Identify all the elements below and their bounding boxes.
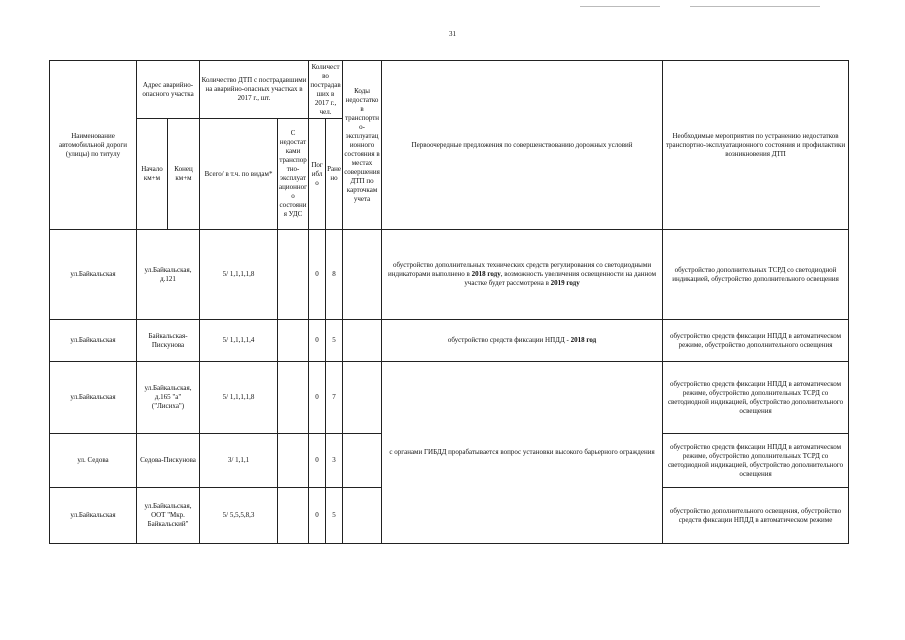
injured-cell: 5	[326, 488, 343, 544]
injured-cell: 3	[326, 434, 343, 488]
table-row	[50, 230, 849, 320]
killed-cell: 0	[309, 362, 326, 434]
address-cell: Седова-Пискунова	[137, 434, 200, 488]
col-with-defects: С недостатками транспортно-эксплуатационного состояния УДС	[278, 119, 309, 230]
col-address: Адрес аварийно-опасного участка	[137, 61, 200, 119]
total-cell: 5/ 1,1,1,1,4	[200, 320, 278, 362]
col-road-name: Наименование автомобильной дороги (улицы) по титулу	[50, 61, 137, 230]
proposal-text: обустройство дополнительных технических средств регулирования со светодиодными индикаторами выполнено в	[388, 261, 652, 278]
col-killed: Погибло	[309, 119, 326, 230]
header-row-1	[50, 61, 849, 119]
col-start: Начало км+м	[137, 119, 168, 230]
table-row	[50, 362, 849, 434]
injured-cell: 7	[326, 362, 343, 434]
table-row	[50, 320, 849, 362]
merged-proposal-cell: с органами ГИБДД прорабатывается вопрос установки высокого барьерного ограждения	[382, 362, 663, 544]
measures-cell: обустройство средств фиксации НПДД в автоматическом режиме, обустройство дополнительного освещения	[663, 320, 849, 362]
codes-cell	[343, 230, 382, 320]
injured-cell: 8	[326, 230, 343, 320]
proposal-cell	[382, 320, 663, 362]
measures-cell: обустройство средств фиксации НПДД в автоматическом режиме, обустройство дополнительных ТСРД со светодиодной индикацией, обустройство дополнительного освещения	[663, 362, 849, 434]
proposal-text: , возможность увеличения освещенности на данном участке будет рассмотрена в	[464, 270, 657, 287]
total-cell: 5/ 1,1,1,1,8	[200, 230, 278, 320]
col-defect-codes: Коды недостатков транспортно-эксплуатационного состояния в местах совершения ДТП по карточкам учета	[343, 61, 382, 230]
with-defects-cell	[278, 434, 309, 488]
road-cell: ул.Байкальская	[50, 362, 137, 434]
measures-cell: обустройство средств фиксации НПДД в автоматическом режиме, обустройство дополнительных ТСРД со светодиодной индикацией, обустройство дополнительного освещения	[663, 434, 849, 488]
address-cell: ул.Байкальская, д.165 "а" ("Лисиха")	[137, 362, 200, 434]
proposal-year: 2018 год	[570, 336, 597, 344]
total-cell: 3/ 1,1,1	[200, 434, 278, 488]
col-victims-count: Количество пострадавших в 2017 г., чел.	[309, 61, 343, 119]
codes-cell	[343, 320, 382, 362]
col-proposals: Первоочередные предложения по совершенствованию дорожных условий	[382, 61, 663, 230]
codes-cell	[343, 362, 382, 434]
with-defects-cell	[278, 488, 309, 544]
col-total: Всего/ в т.ч. по видам*	[200, 119, 278, 230]
proposal-text: обустройство средств фиксации НПДД -	[447, 336, 571, 344]
address-cell: ул.Байкальская, д.121	[137, 230, 200, 320]
road-cell: ул.Байкальская	[50, 320, 137, 362]
col-injured: Ранено	[326, 119, 343, 230]
header-rule-right	[690, 6, 820, 7]
measures-cell: обустройство дополнительного освещения, обустройство средств фиксации НПДД в автоматическом режиме	[663, 488, 849, 544]
road-cell: ул.Байкальская	[50, 488, 137, 544]
proposal-cell	[382, 230, 663, 320]
proposal-year: 2018 году	[471, 270, 501, 278]
road-cell: ул. Седова	[50, 434, 137, 488]
road-cell: ул.Байкальская	[50, 230, 137, 320]
proposal-year: 2019 году	[550, 279, 580, 287]
measures-cell: обустройство дополнительных ТСРД со светодиодной индикацией, обустройство дополнительного освещения	[663, 230, 849, 320]
codes-cell	[343, 434, 382, 488]
page-number: 31	[449, 30, 456, 38]
killed-cell: 0	[309, 230, 326, 320]
killed-cell: 0	[309, 434, 326, 488]
with-defects-cell	[278, 362, 309, 434]
with-defects-cell	[278, 320, 309, 362]
killed-cell: 0	[309, 488, 326, 544]
address-cell: ул.Байкальская, ООТ "Мкр. Байкальский"	[137, 488, 200, 544]
col-end: Конец км+м	[168, 119, 200, 230]
codes-cell	[343, 488, 382, 544]
total-cell: 5/ 1,1,1,1,8	[200, 362, 278, 434]
injured-cell: 5	[326, 320, 343, 362]
address-cell: Байкальская-Пискунова	[137, 320, 200, 362]
killed-cell: 0	[309, 320, 326, 362]
total-cell: 5/ 5,5,5,8,3	[200, 488, 278, 544]
header-rule-left	[580, 6, 660, 7]
with-defects-cell	[278, 230, 309, 320]
col-dtp-count: Количество ДТП с пострадавшими на аварийно-опасных участках в 2017 г., шт.	[200, 61, 309, 119]
accident-sites-table	[49, 60, 849, 544]
col-measures: Необходимые мероприятия по устранению недостатков транспортно-эксплуатационного состояния и профилактики возникновения ДТП	[663, 61, 849, 230]
